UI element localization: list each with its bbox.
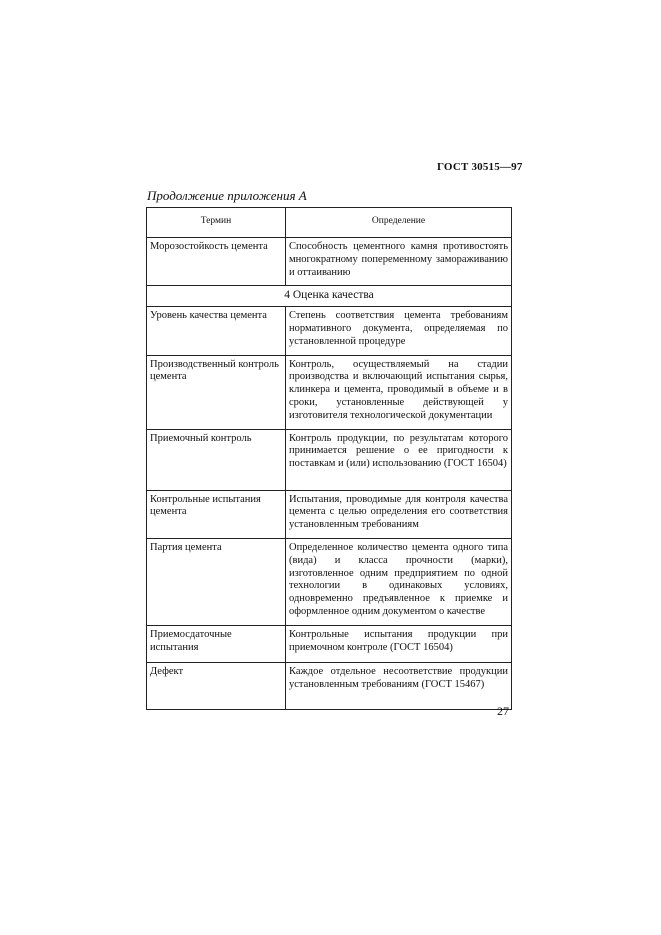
- term-cell: Дефект: [147, 662, 286, 709]
- continuation-caption: Продолжение приложения А: [147, 188, 307, 203]
- definition-cell: Контроль, осуществляемый на стадии производства и включающий испытания сырья, клинкера и цемента, проводимый в объеме и в сроки, установленные действующей у изготовителя технологической документации: [286, 355, 512, 429]
- term-cell: Производственный контроль цемента: [147, 355, 286, 429]
- definition-cell: Определенное количество цемента одного типа (вида) и класса прочности (марки), изготовленное одним предприятием по одной технологии в одинаковых условиях, одновременно предъявленное к приемке и оформленное одним документом о качестве: [286, 538, 512, 625]
- table-row: [147, 429, 512, 490]
- section-row: [147, 286, 512, 307]
- definition-cell: Контроль продукции, по результатам которого принимается решение о ее пригодности к поставкам и (или) использованию (ГОСТ 16504): [286, 429, 512, 490]
- table-row: [147, 490, 512, 538]
- term-cell: Морозостойкость цемента: [147, 238, 286, 286]
- table-row: [147, 625, 512, 662]
- definition-cell: Способность цементного камня противостоять многократному попеременному замораживанию и оттаиванию: [286, 238, 512, 286]
- section-heading: 4 Оценка качества: [147, 286, 512, 307]
- page-number: 27: [497, 704, 509, 718]
- column-header-term: Термин: [147, 208, 286, 238]
- term-cell: Приемосдаточные испытания: [147, 625, 286, 662]
- terms-table: [146, 207, 512, 710]
- table-header-row: [147, 208, 512, 238]
- term-cell: Партия цемента: [147, 538, 286, 625]
- definition-cell: Испытания, проводимые для контроля качества цемента с целью определения его соответствия установленным требованиям: [286, 490, 512, 538]
- definition-cell: Контрольные испытания продукции при приемочном контроле (ГОСТ 16504): [286, 625, 512, 662]
- table-row: [147, 662, 512, 709]
- definition-cell: Степень соответствия цемента требованиям нормативного документа, определяемая по установленной процедуре: [286, 307, 512, 355]
- standard-id: ГОСТ 30515—97: [437, 161, 523, 173]
- term-cell: Контрольные испытания цемента: [147, 490, 286, 538]
- term-cell: Уровень качества цемента: [147, 307, 286, 355]
- column-header-definition: Определение: [286, 208, 512, 238]
- term-cell: Приемочный контроль: [147, 429, 286, 490]
- definition-cell: Каждое отдельное несоответствие продукции установленным требованиям (ГОСТ 15467): [286, 662, 512, 709]
- table-row: [147, 538, 512, 625]
- table-row: [147, 238, 512, 286]
- table-row: [147, 307, 512, 355]
- table-row: [147, 355, 512, 429]
